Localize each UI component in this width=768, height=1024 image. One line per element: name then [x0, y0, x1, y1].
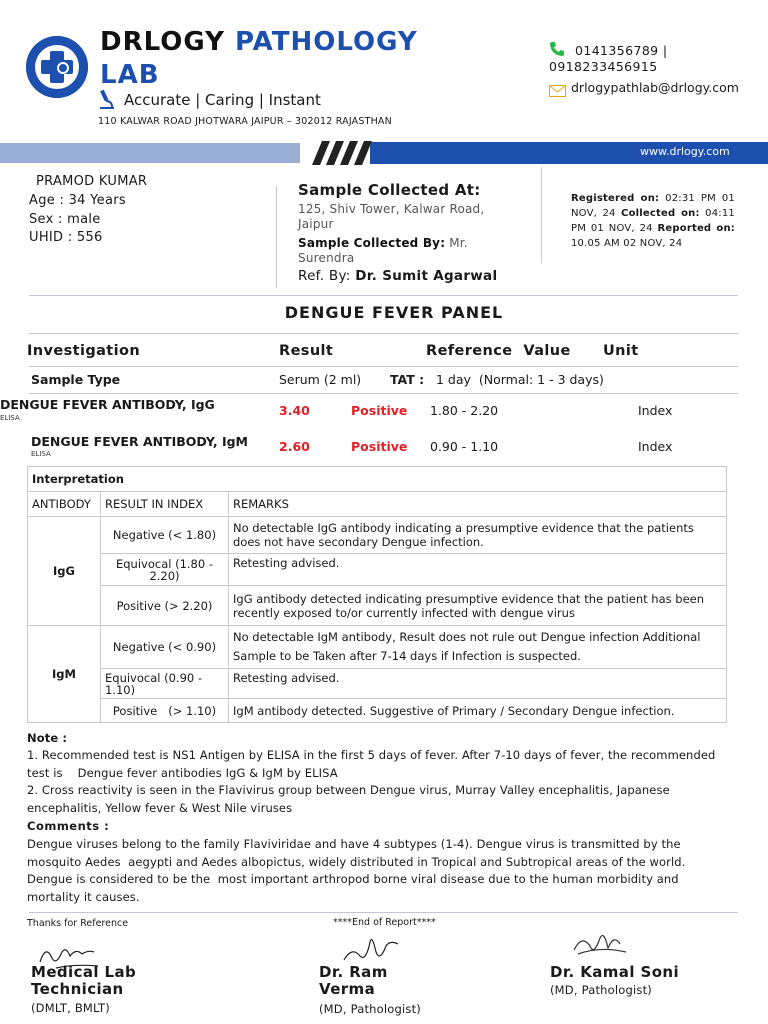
patient-sex: Sex : male	[29, 212, 101, 227]
tat-label: TAT :	[390, 372, 425, 387]
divider-header	[29, 366, 738, 367]
sample-collected-by-value: Mr. Surendra	[298, 236, 468, 265]
sample-collected-by	[298, 236, 508, 266]
comments-text: Dengue viruses belong to the family Flaviviridae and have 4 subtypes (1-4). Dengue virus is transmitted by the mosquito Aedes aegypti and Aedes albopictus, widely distributed in Tropical and Subtropical areas of the world. Dengue is considered to be the most important arthropod borne viral disease due to the human morbidity and mortality it causes.	[27, 837, 690, 904]
col-result: Result	[279, 343, 334, 359]
header-stripes	[306, 141, 386, 165]
note-1: 1. Recommended test is NS1 Antigen by ELISA in the first 5 days of fever. After 7-10 days of fever, the recommended test is Dengue fever antibodies IgG & IgM by ELISA	[27, 748, 720, 780]
lab-logo-icon	[26, 36, 88, 98]
test-value-igg: 3.40	[279, 403, 310, 418]
interp-header-remarks: REMARKS	[229, 492, 727, 517]
referred-by	[298, 268, 497, 284]
signature-2-name: Dr. Ram Verma	[319, 963, 388, 998]
thanks-text: Thanks for Reference	[27, 918, 129, 929]
ref-value: Dr. Sumit Agarwal	[355, 268, 498, 284]
comments-label: Comments :	[27, 819, 110, 833]
test-method-igm: ELISA	[31, 450, 51, 458]
divider-top	[29, 295, 738, 296]
report-title: DENGUE FEVER PANEL	[284, 303, 504, 322]
mail-icon	[549, 82, 566, 94]
divider-sample	[29, 393, 738, 394]
lab-name	[100, 26, 418, 58]
col-unit: Unit	[603, 343, 639, 359]
lab-name-part1: DRLOGY	[100, 27, 225, 57]
test-name-igg: DENGUE FEVER ANTIBODY, IgG	[0, 397, 215, 412]
divider-footer	[29, 912, 738, 913]
interp-igg-index-2: Equivocal (1.80 - 2.20)	[101, 554, 229, 586]
tat-value: 1 day (Normal: 1 - 3 days)	[436, 372, 604, 387]
interpretation-title: Interpretation	[28, 467, 727, 492]
note-2: 2. Cross reactivity is seen in the Flavivirus group between Dengue virus, Murray Valley encephalitis, Japanese encephalitis, Yellow fever & West Nile viruses	[27, 783, 670, 815]
registration-details	[571, 191, 735, 251]
test-method-igg: ELISA	[0, 414, 20, 422]
signature-1-name: Medical Lab Technician	[31, 963, 137, 998]
interp-header-index: RESULT IN INDEX	[101, 492, 229, 517]
test-unit-igm: Index	[638, 439, 673, 454]
test-reference-igg: 1.80 - 2.20	[430, 403, 499, 418]
signature-3-qualification: (MD, Pathologist)	[550, 983, 652, 997]
interp-igg-remark-3: IgG antibody detected indicating presumptive evidence that the patient has been recently exposed to/or currently infected with dengue virus	[229, 586, 727, 626]
patient-uhid: UHID : 556	[29, 230, 103, 245]
phone-line-2: 0918233456915	[549, 59, 658, 74]
lab-phone	[549, 43, 689, 75]
header-band-grey	[0, 143, 300, 163]
test-name-igm: DENGUE FEVER ANTIBODY, IgM	[31, 434, 248, 449]
patient-name: PRAMOD KUMAR	[36, 174, 148, 189]
divider-left	[276, 186, 277, 288]
lab-address: 110 KALWAR ROAD JHOTWARA JAIPUR – 302012 RAJASTHAN	[98, 116, 392, 127]
sample-type-label: Sample Type	[31, 372, 121, 387]
signature-3-name: Dr. Kamal Soni	[550, 963, 680, 981]
interp-igg-label: IgG	[28, 517, 101, 626]
interp-igm-index-3: Positive (> 1.10)	[101, 699, 229, 723]
ref-label: Ref. By:	[298, 268, 351, 284]
patient-age: Age : 34 Years	[29, 193, 126, 208]
end-of-report: ****End of Report****	[333, 917, 436, 928]
sample-type-value: Serum (2 ml)	[279, 372, 362, 387]
interp-igm-remark-1: No detectable IgM antibody, Result does not rule out Dengue infection Additional Sample to be Taken after 7-14 days if Infection is suspected.	[229, 626, 727, 669]
reported-value: 10.05 AM 02 NOV, 24	[571, 238, 683, 249]
signature-2-image	[338, 932, 408, 966]
interp-igm-index-2: Equivocal (0.90 - 1.10)	[101, 669, 229, 699]
test-unit-igg: Index	[638, 403, 673, 418]
test-flag-igg: Positive	[351, 403, 408, 418]
sample-collected-at-label: Sample Collected At:	[298, 181, 481, 199]
lab-email[interactable]: drlogypathlab@drlogy.com	[571, 80, 739, 95]
divider-title	[29, 333, 738, 334]
microscope-icon	[98, 88, 118, 110]
interp-igg-remark-1: No detectable IgG antibody indicating a presumptive evidence that the patients does not have secondary Dengue infection.	[229, 517, 727, 554]
interp-igm-label: IgM	[28, 626, 101, 723]
test-flag-igm: Positive	[351, 439, 408, 454]
signature-2-qualification: (MD, Pathologist)	[319, 1002, 421, 1016]
interp-header-antibody: ANTIBODY	[28, 492, 101, 517]
interp-igg-index-1: Negative (< 1.80)	[101, 517, 229, 554]
lab-name-part3: LAB	[100, 60, 160, 90]
note-label: Note :	[27, 731, 68, 745]
reported-label: Reported on:	[657, 223, 735, 234]
lab-tagline: Accurate | Caring | Instant	[124, 91, 321, 109]
interp-igm-index-1: Negative (< 0.90)	[101, 626, 229, 669]
collected-value: 04:11 PM 01 NOV, 24	[571, 208, 735, 234]
interp-igm-remark-3: IgM antibody detected. Suggestive of Primary / Secondary Dengue infection.	[229, 699, 727, 723]
col-reference: Reference Value	[426, 343, 571, 359]
sample-collected-by-label: Sample Collected By:	[298, 236, 446, 250]
lab-name-part2: PATHOLOGY	[235, 27, 418, 57]
interpretation-table	[27, 466, 727, 723]
phone-line-1: 0141356789 |	[575, 43, 668, 58]
signature-3-image	[570, 926, 640, 960]
interp-igm-remark-2: Retesting advised.	[229, 669, 727, 699]
col-investigation: Investigation	[27, 343, 141, 359]
interp-igg-index-3: Positive (> 2.20)	[101, 586, 229, 626]
test-reference-igm: 0.90 - 1.10	[430, 439, 499, 454]
lab-website[interactable]: www.drlogy.com	[640, 145, 730, 158]
sample-collected-at-address: 125, Shiv Tower, Kalwar Road, Jaipur	[298, 202, 485, 231]
test-value-igm: 2.60	[279, 439, 310, 454]
signature-1-qualification: (DMLT, BMLT)	[31, 1001, 110, 1015]
registered-label: Registered on:	[571, 193, 660, 204]
collected-label: Collected on:	[621, 208, 700, 219]
interp-igg-remark-2: Retesting advised.	[229, 554, 727, 586]
divider-right	[541, 167, 542, 263]
registered-value: 02:31 PM 01 NOV, 24	[571, 193, 735, 219]
